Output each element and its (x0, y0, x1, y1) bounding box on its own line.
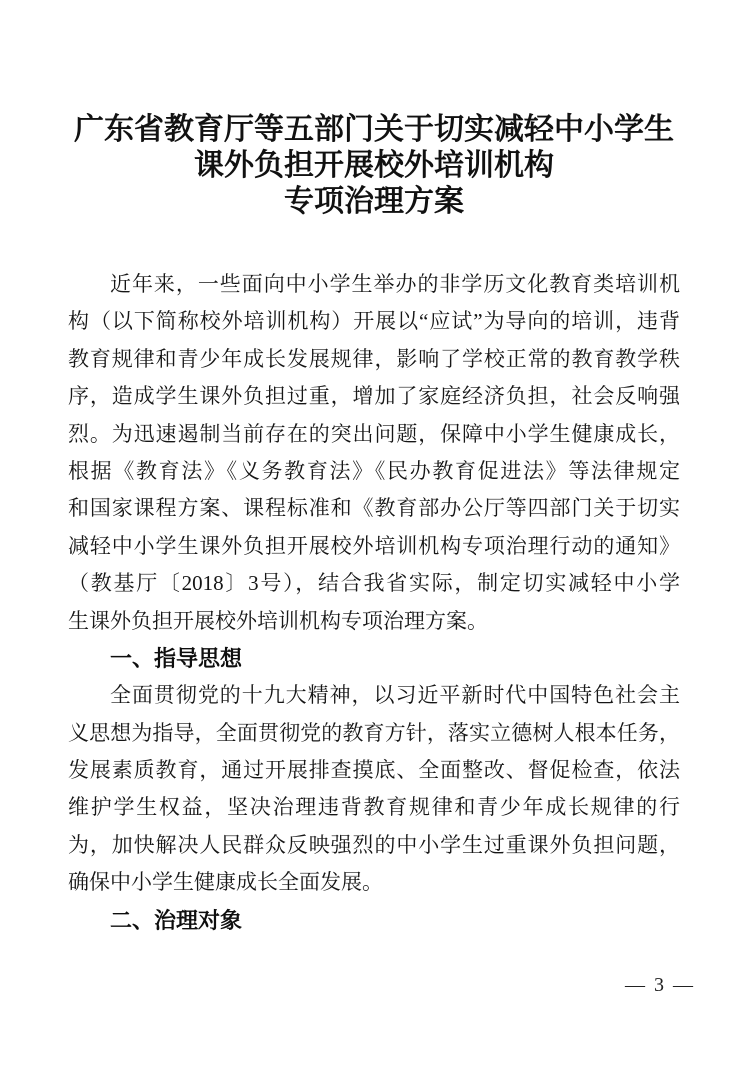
paragraph-2-line-1: 全面贯彻党的十九大精神，以习近平新时代中国特色社会主 (110, 683, 680, 708)
paragraph-1-line-1: 近年来，一些面向中小学生举办的非学历文化教育类培训机 (110, 272, 680, 296)
paragraph-2-line-6: 确保中小学生健康成长全面发展。 (68, 870, 383, 895)
document-title (68, 112, 680, 220)
paragraph-2-line-2: 义思想为指导，全面贯彻党的教育方针，落实立德树人根本任务， (68, 720, 680, 745)
paragraph-1-line-5: 烈。为迅速遏制当前存在的突出问题，保障中小学生健康成长， (68, 421, 680, 446)
paragraph-1-line-3: 教育规律和青少年成长发展规律，影响了学校正常的教育教学秩 (68, 346, 680, 371)
document-title-line-2: 课外负担开展校外培训机构 (194, 149, 554, 182)
paragraph-1-line-9: （教基厅〔2018〕3号），结合我省实际，制定切实减轻中小学 (68, 571, 680, 596)
paragraph-1-line-10: 生课外负担开展校外培训机构专项治理方案。 (68, 608, 488, 633)
document-body (68, 266, 680, 939)
page-number: — 3 — (625, 974, 695, 996)
paragraph-1-line-7: 和国家课程方案、课程标准和《教育部办公厅等四部门关于切实 (68, 496, 680, 521)
paragraph-2-line-4: 维护学生权益，坚决治理违背教育规律和青少年成长规律的行 (68, 795, 680, 820)
section-heading-governance-targets: 二、治理对象 (110, 907, 243, 933)
paragraph-1-line-4: 序，造成学生课外负担过重，增加了家庭经济负担，社会反响强 (68, 384, 680, 409)
paragraph-2-line-3: 发展素质教育，通过开展排查摸底、全面整改、督促检查，依法 (68, 758, 680, 783)
document-title-line-3: 专项治理方案 (284, 185, 464, 218)
paragraph-1-line-8: 减轻中小学生课外负担开展校外培训机构专项治理行动的通知》 (68, 533, 680, 558)
paragraph-1-line-6: 根据《教育法》《义务教育法》《民办教育促进法》等法律规定 (68, 458, 680, 483)
document-title-line-1: 广东省教育厅等五部门关于切实减轻中小学生 (74, 113, 674, 146)
paragraph-1-line-2: 构（以下简称校外培训机构）开展以“应试”为导向的培训，违背 (68, 309, 680, 334)
paragraph-2-line-5: 为，加快解决人民群众反映强烈的中小学生过重课外负担问题， (68, 832, 680, 857)
section-heading-guiding-ideology: 一、指导思想 (110, 645, 243, 671)
